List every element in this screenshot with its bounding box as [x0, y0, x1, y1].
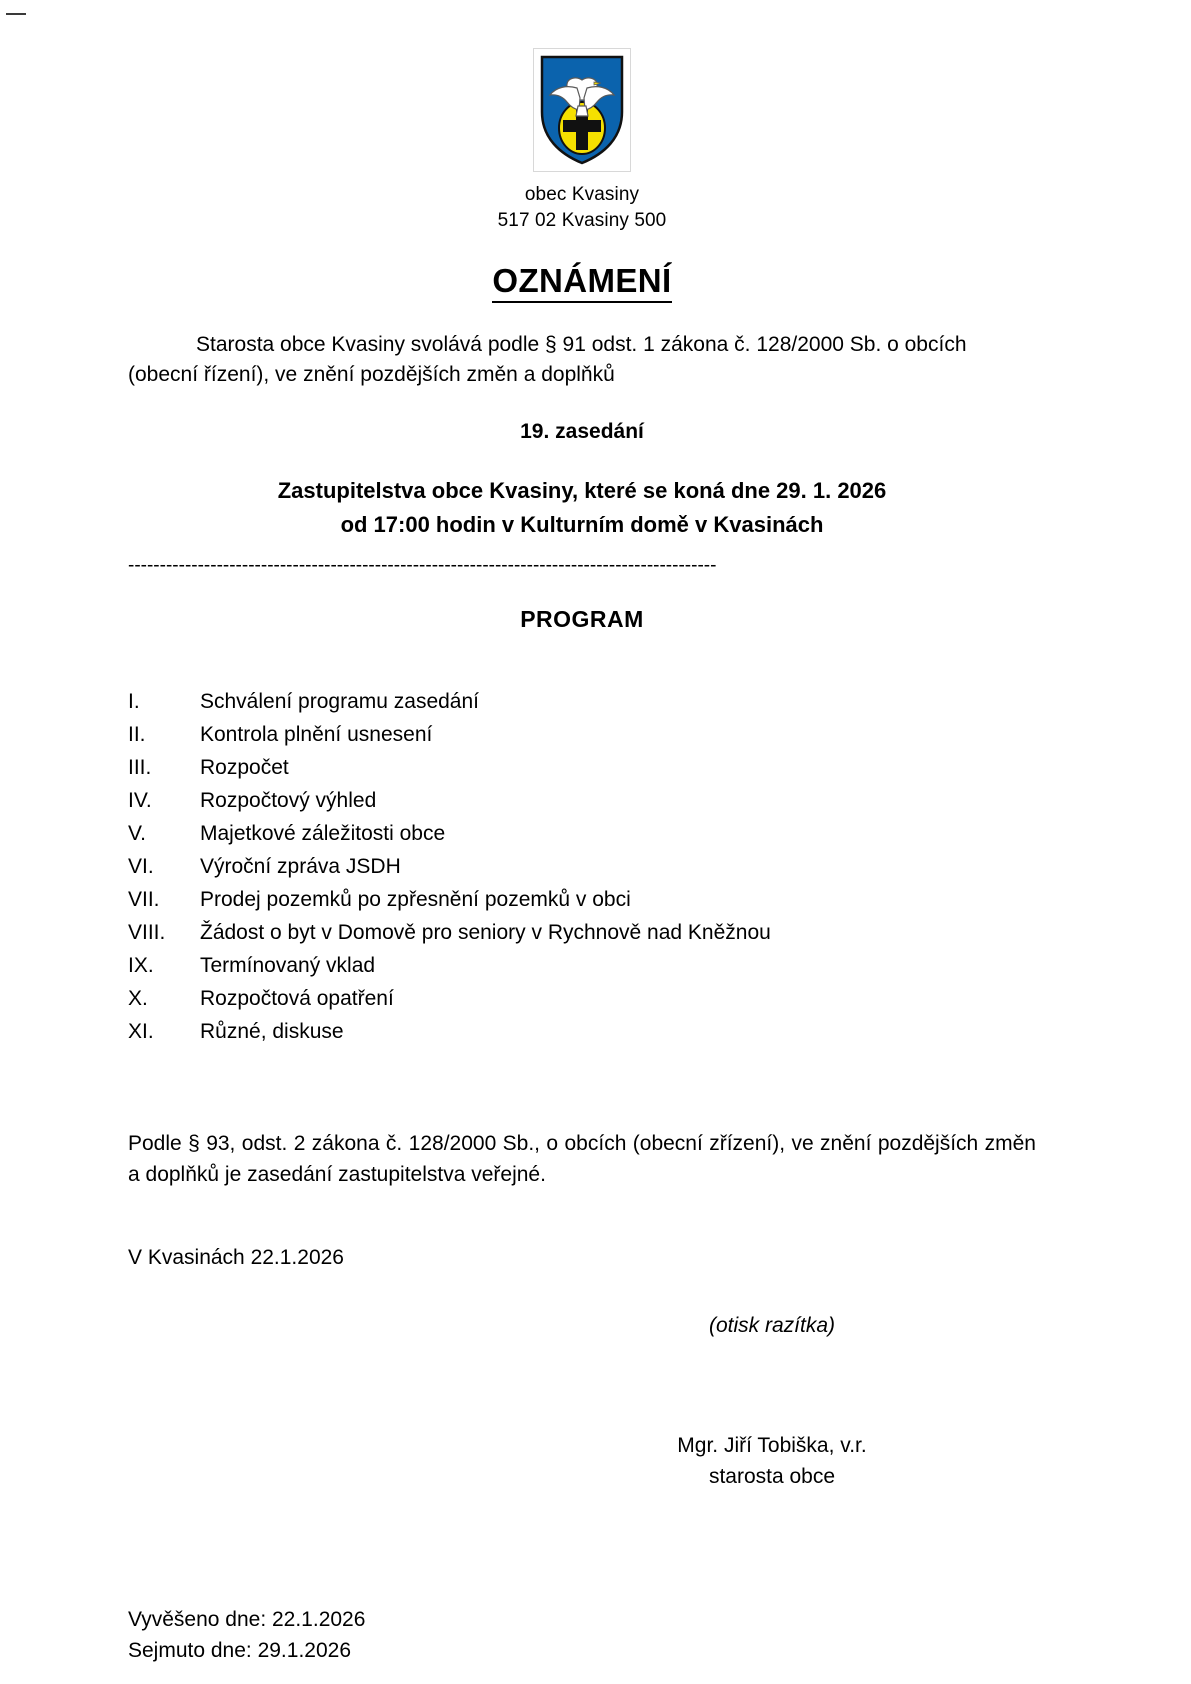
list-item	[128, 982, 1036, 1015]
list-item-number: I.	[128, 690, 140, 713]
signer-role: starosta obce	[708, 1465, 836, 1488]
list-item-label: Schválení programu zasedání	[200, 690, 479, 713]
list-item-label: Rozpočtová opatření	[200, 987, 394, 1010]
list-item-label: Rozpočet	[200, 756, 289, 779]
list-item	[128, 718, 1036, 751]
list-item-label: Majetkové záležitosti obce	[200, 822, 446, 845]
list-item-number: VII.	[128, 888, 160, 911]
list-item	[128, 949, 1036, 982]
list-item	[128, 817, 1036, 850]
list-item-number: VIII.	[128, 921, 166, 944]
session-time-and-venue: od 17:00 hodin v Kulturním domě v Kvasinách	[340, 512, 824, 537]
list-item-label: Různé, diskuse	[200, 1020, 344, 1043]
list-item	[128, 784, 1036, 817]
list-item-number: III.	[128, 756, 152, 779]
list-item-label: Žádost o byt v Domově pro seniory v Rychnově nad Kněžnou	[200, 921, 771, 944]
document-body	[128, 0, 1036, 1666]
list-item-label: Kontrola plnění usnesení	[200, 723, 433, 746]
list-item-number: XI.	[128, 1020, 154, 1043]
list-item-number: II.	[128, 723, 146, 746]
list-item-number: V.	[128, 822, 146, 845]
list-item-number: IV.	[128, 789, 152, 812]
crest-container	[128, 48, 1036, 172]
program-list	[128, 685, 1036, 1048]
signature-block	[128, 1430, 1036, 1492]
list-item	[128, 916, 1036, 949]
stamp-placeholder: (otisk razítka)	[708, 1314, 836, 1337]
signer-name: Mgr. Jiří Tobiška, v.r.	[677, 1434, 867, 1457]
list-item	[128, 883, 1036, 916]
page-title-text: OZNÁMENÍ	[492, 262, 671, 303]
program-heading: PROGRAM	[520, 606, 644, 632]
organization-block	[128, 182, 1036, 234]
place-and-date: V Kvasinách 22.1.2026	[128, 1246, 344, 1269]
intro-paragraph: Starosta obce Kvasiny svolává podle § 91 odst. 1 zákona č. 128/2000 Sb. o obcích (obecní řízení), ve znění pozdějších změn a doplňků	[128, 333, 967, 386]
legal-note: Podle § 93, odst. 2 zákona č. 128/2000 Sb., o obcích (obecní zřízení), ve znění pozdějších změn a doplňků je zasedání zastupitelstva veřejné.	[128, 1132, 1036, 1186]
list-item-label: Termínovaný vklad	[200, 954, 376, 977]
organization-address: 517 02 Kvasiny 500	[497, 210, 667, 231]
list-item	[128, 850, 1036, 883]
list-item	[128, 1015, 1036, 1048]
page-title	[128, 262, 1036, 300]
list-item	[128, 751, 1036, 784]
list-item-number: X.	[128, 987, 148, 1010]
list-item-number: IX.	[128, 954, 154, 977]
dashed-separator: ---------------------------------------------------------------------------------------------	[128, 556, 717, 576]
list-item-label: Rozpočtový výhled	[200, 789, 377, 812]
list-item-number: VI.	[128, 855, 154, 878]
coat-of-arms-icon	[533, 48, 631, 172]
organization-name: obec Kvasiny	[524, 184, 640, 205]
session-number: 19. zasedání	[520, 420, 644, 443]
session-details	[128, 474, 1036, 542]
scan-artifact-mark	[6, 13, 26, 15]
posting-dates	[128, 1604, 1036, 1666]
list-item-label: Prodej pozemků po zpřesnění pozemků v obci	[200, 888, 631, 911]
posted-on-date: Vyvěšeno dne: 22.1.2026	[128, 1608, 366, 1631]
list-item-label: Výroční zpráva JSDH	[200, 855, 401, 878]
list-item	[128, 685, 1036, 718]
session-body-and-date: Zastupitelstva obce Kvasiny, které se koná dne 29. 1. 2026	[277, 478, 887, 503]
removed-on-date: Sejmuto dne: 29.1.2026	[128, 1639, 352, 1662]
